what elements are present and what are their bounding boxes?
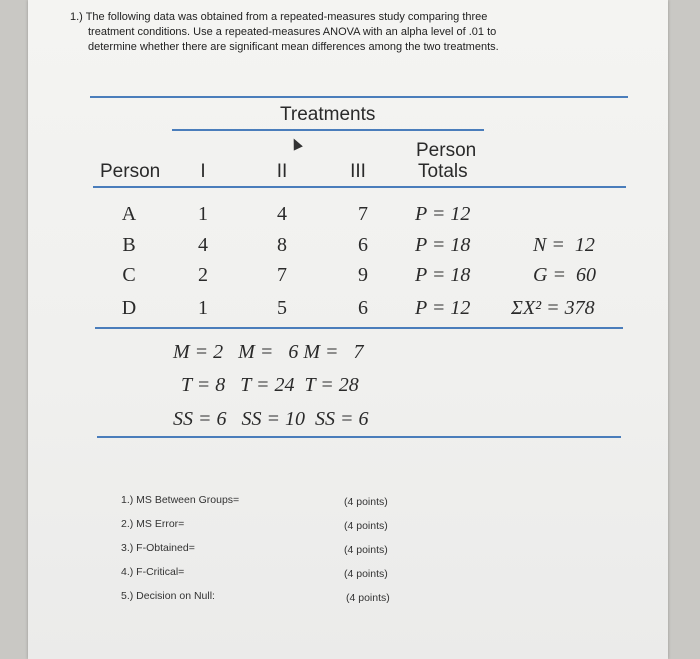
- table-cell: 6: [358, 234, 368, 256]
- question-decision: 5.) Decision on Null:: [121, 590, 215, 602]
- summary-sum-x-squared: ΣX² = 378: [511, 297, 595, 319]
- question-points: (4 points): [344, 544, 388, 556]
- table-cell: 4: [277, 203, 287, 225]
- col-header-i: I: [200, 161, 206, 182]
- summary-n: N = 12: [533, 234, 595, 256]
- totals-header-line1: Person: [416, 140, 477, 161]
- person-total: P = 12: [415, 203, 471, 225]
- table-cell: 8: [277, 234, 287, 256]
- table-cell: 2: [198, 264, 208, 286]
- table-cell: 5: [277, 297, 287, 319]
- totals-line: T = 8 T = 24 T = 28: [181, 374, 359, 396]
- question-points: (4 points): [344, 520, 388, 532]
- stats-bottom-rule: [97, 436, 621, 438]
- table-row-person: D: [121, 297, 137, 319]
- table-row-person: B: [122, 234, 136, 256]
- top-rule: [90, 96, 628, 98]
- table-cell: 7: [358, 203, 368, 225]
- problem-lead: 1.) The following data was obtained from a repeated-measures study comparing three: [70, 11, 488, 23]
- treatments-header: Treatments: [280, 104, 376, 125]
- question-f-obtained: 3.) F-Obtained=: [121, 542, 195, 554]
- worksheet-page: [28, 0, 668, 659]
- question-points: (4 points): [344, 568, 388, 580]
- question-points: (4 points): [344, 496, 388, 508]
- col-header-iii: III: [350, 161, 366, 182]
- question-points: (4 points): [346, 592, 390, 604]
- table-cell: 1: [198, 203, 208, 225]
- person-total: P = 18: [415, 234, 471, 256]
- person-total: P = 18: [415, 264, 471, 286]
- header-rule: [93, 186, 626, 188]
- totals-header-line2: Totals: [418, 161, 468, 182]
- summary-g: G = 60: [533, 264, 596, 286]
- col-header-ii: II: [276, 161, 288, 182]
- question-f-critical: 4.) F-Critical=: [121, 566, 185, 578]
- treatments-rule: [172, 129, 484, 131]
- table-cell: 1: [198, 297, 208, 319]
- problem-statement: [70, 10, 540, 55]
- table-cell: 6: [358, 297, 368, 319]
- table-row-person: C: [122, 264, 136, 286]
- question-ms-between: 1.) MS Between Groups=: [121, 494, 240, 506]
- table-cell: 4: [198, 234, 208, 256]
- question-ms-error: 2.) MS Error=: [121, 518, 185, 530]
- table-cell: 9: [358, 264, 368, 286]
- problem-rest: treatment conditions. Use a repeated-measures ANOVA with an alpha level of .01 to determine whether there are significant mean differences among the two treatments.: [88, 26, 499, 53]
- table-row-person: A: [121, 203, 137, 225]
- means-line: M = 2 M = 6 M = 7: [173, 341, 364, 363]
- person-header: Person: [100, 161, 161, 182]
- data-bottom-rule: [95, 327, 623, 329]
- person-total: P = 12: [415, 297, 471, 319]
- ss-line: SS = 6 SS = 10 SS = 6: [173, 408, 369, 430]
- table-cell: 7: [277, 264, 287, 286]
